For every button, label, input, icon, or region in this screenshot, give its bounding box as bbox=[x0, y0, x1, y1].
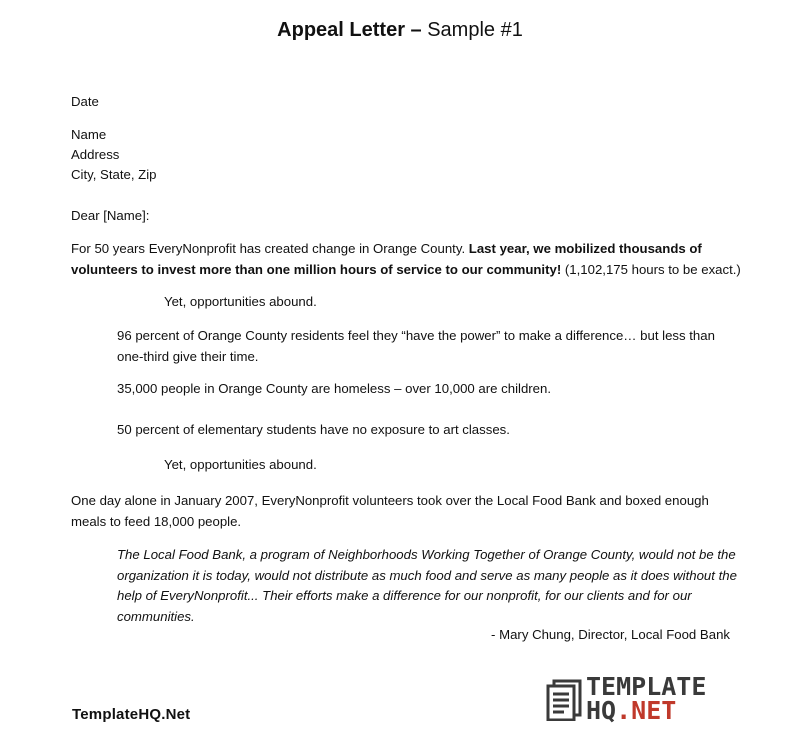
templatehq-logo bbox=[546, 672, 736, 727]
opportunities-line-1: Yet, opportunities abound. bbox=[164, 294, 317, 309]
food-bank-paragraph: One day alone in January 2007, EveryNonprofit volunteers took over the Local Food Bank and boxed enough meals to feed 18,000 people. bbox=[71, 493, 709, 529]
logo-net: .NET bbox=[616, 696, 677, 725]
recipient-city: City, State, Zip bbox=[71, 167, 157, 182]
intro-paragraph bbox=[71, 239, 761, 280]
testimonial-quote: The Local Food Bank, a program of Neighborhoods Working Together of Orange County, would not be the organization it is today, would not distribute as much food and serve as many people as it does without the help of EveryNonprofit... Their efforts make a difference for our nonprofit, for our clients and for our communities. bbox=[117, 547, 737, 624]
title-bold: Appeal Letter – bbox=[277, 19, 422, 41]
page-title bbox=[0, 17, 800, 43]
site-name: TemplateHQ.Net bbox=[72, 706, 191, 723]
title-normal: Sample #1 bbox=[421, 19, 523, 41]
stat-homeless: 35,000 people in Orange County are homeless – over 10,000 are children. bbox=[117, 381, 552, 396]
logo-line-1: TEMPLATE bbox=[586, 672, 707, 701]
recipient-name: Name bbox=[71, 127, 107, 142]
salutation: Dear [Name]: bbox=[71, 208, 150, 223]
intro-tail-text: (1,102,175 hours to be exact.) bbox=[561, 261, 741, 277]
stat-power: 96 percent of Orange County residents feel they “have the power” to make a difference… but less than one-third give their time. bbox=[117, 328, 715, 364]
date-line: Date bbox=[71, 94, 99, 109]
stat-art-classes: 50 percent of elementary students have no exposure to art classes. bbox=[117, 422, 510, 437]
intro-bold-text: Last year, we mobilized thousands of volunteers to invest more than one million hours of service to our community! bbox=[71, 241, 702, 277]
document-icon bbox=[546, 679, 582, 721]
opportunities-line-2: Yet, opportunities abound. bbox=[164, 457, 317, 472]
logo-line-2 bbox=[586, 696, 706, 725]
recipient-address: Address bbox=[71, 147, 120, 162]
quote-attribution: - Mary Chung, Director, Local Food Bank bbox=[491, 627, 730, 642]
logo-wordmark bbox=[586, 672, 707, 725]
intro-text: For 50 years EveryNonprofit has created change in Orange County. bbox=[71, 241, 469, 256]
logo-hq: HQ bbox=[586, 696, 617, 725]
